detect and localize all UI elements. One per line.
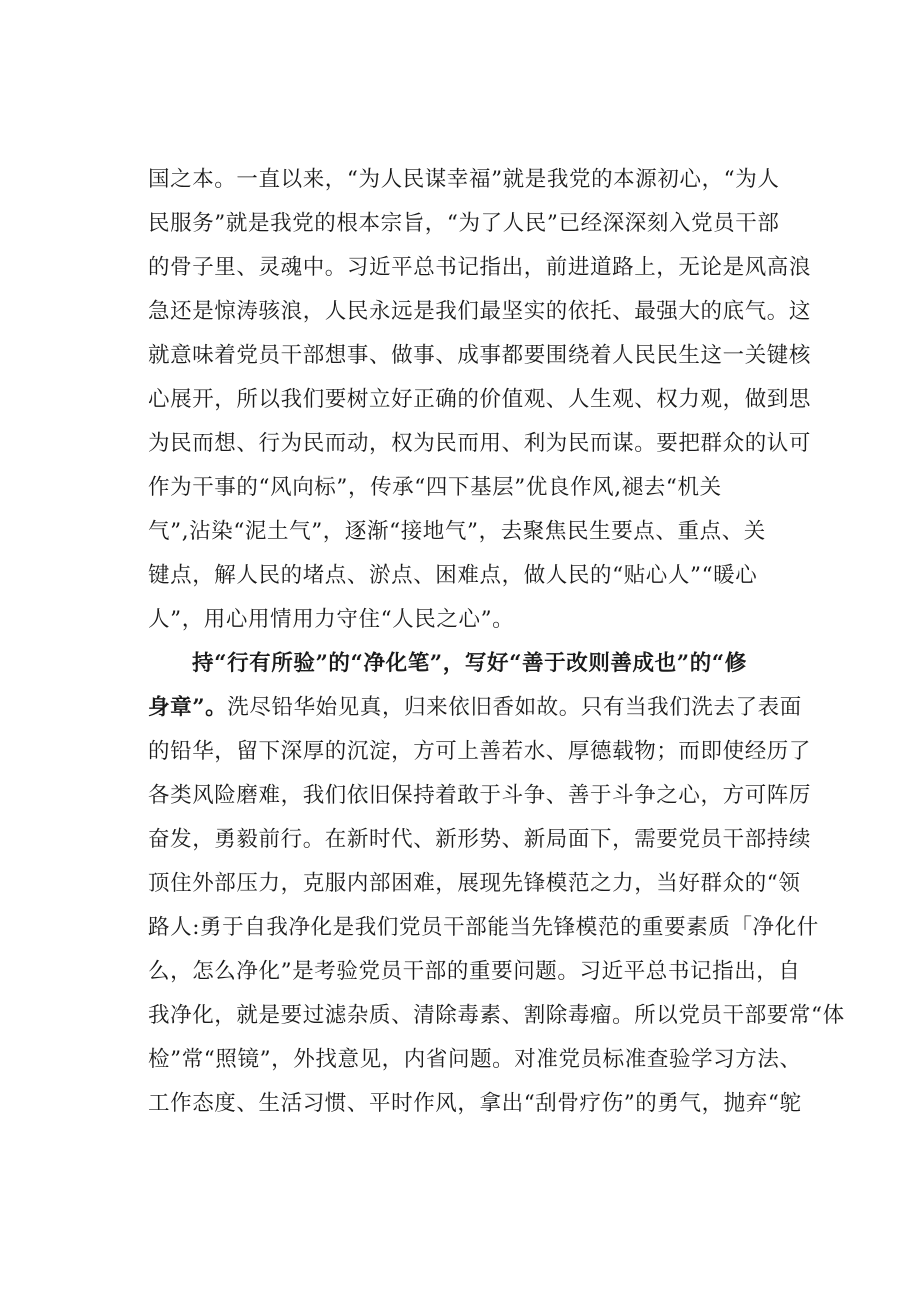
text-line: 气”,沾染“泥土气”，逐渐“接地气”，去聚焦民生要点、重点、关	[148, 519, 766, 544]
section-heading: 持“行有所验”的“净化笔”，写好“善于改则善成也”的“修	[192, 651, 747, 676]
text-line: 为民而想、行为民而动，权为民而用、利为民而谋。要把群众的认可	[148, 431, 812, 456]
text-line: 的铅华，留下深厚的沉淀，方可上善若水、厚德载物；而即使经历了	[148, 739, 812, 764]
text-line: 的骨子里、灵魂中。习近平总书记指出，前进道路上，无论是风高浪	[148, 255, 812, 280]
text-line: 人”，用心用情用力守住“人民之心”。	[148, 607, 515, 632]
text-line-rest: 洗尽铅华始见真，归来依旧香如故。只有当我们洗去了表面	[227, 695, 802, 720]
text-line	[148, 693, 808, 723]
text-line: 国之本。一直以来，“为人民谋幸福”就是我党的本源初心，“为人	[148, 167, 780, 192]
text-line: 检”常“照镜”，外找意见，内省问题。对准党员标准查验学习方法、	[148, 1047, 802, 1072]
text-line: 么，怎么净化”是考验党员干部的重要问题。习近平总书记指出，自	[148, 959, 801, 984]
text-line: 民服务”就是我党的根本宗旨，“为了人民”已经深深刻入党员干部	[148, 211, 780, 236]
text-line: 工作态度、生活习惯、平时作风，拿出“刮骨疗伤”的勇气，抛弃“鸵	[148, 1091, 802, 1116]
text-line: 键点，解人民的堵点、淤点、困难点，做人民的“贴心人”“暖心	[148, 563, 758, 588]
text-line: 急还是惊涛骇浪，人民永远是我们最坚实的依托、最强大的底气。这	[148, 299, 812, 324]
section-heading-end: 身章”。	[148, 695, 228, 720]
text-line: 奋发，勇毅前行。在新时代、新形势、新局面下，需要党员干部持续	[148, 827, 812, 852]
text-line: 作为干事的“风向标”，传承“四下基层”优良作风,褪去“机关	[148, 475, 722, 500]
text-line: 我净化，就是要过滤杂质、清除毒素、割除毒瘤。所以党员干部要常“体	[148, 1003, 845, 1028]
text-line: 各类风险磨难，我们依旧保持着敢于斗争、善于斗争之心，方可阵厉	[148, 783, 812, 808]
text-line: 心展开，所以我们要树立好正确的价值观、人生观、权力观，做到思	[148, 387, 812, 412]
text-line: 就意味着党员干部想事、做事、成事都要围绕着人民民生这一关键核	[148, 343, 812, 368]
text-line: 顶住外部压力，克服内部困难，展现先锋模范之力，当好群众的“领	[148, 871, 801, 896]
text-line: 路人:勇于自我净化是我们党员干部能当先锋模范的重要素质「净化什	[148, 915, 819, 940]
